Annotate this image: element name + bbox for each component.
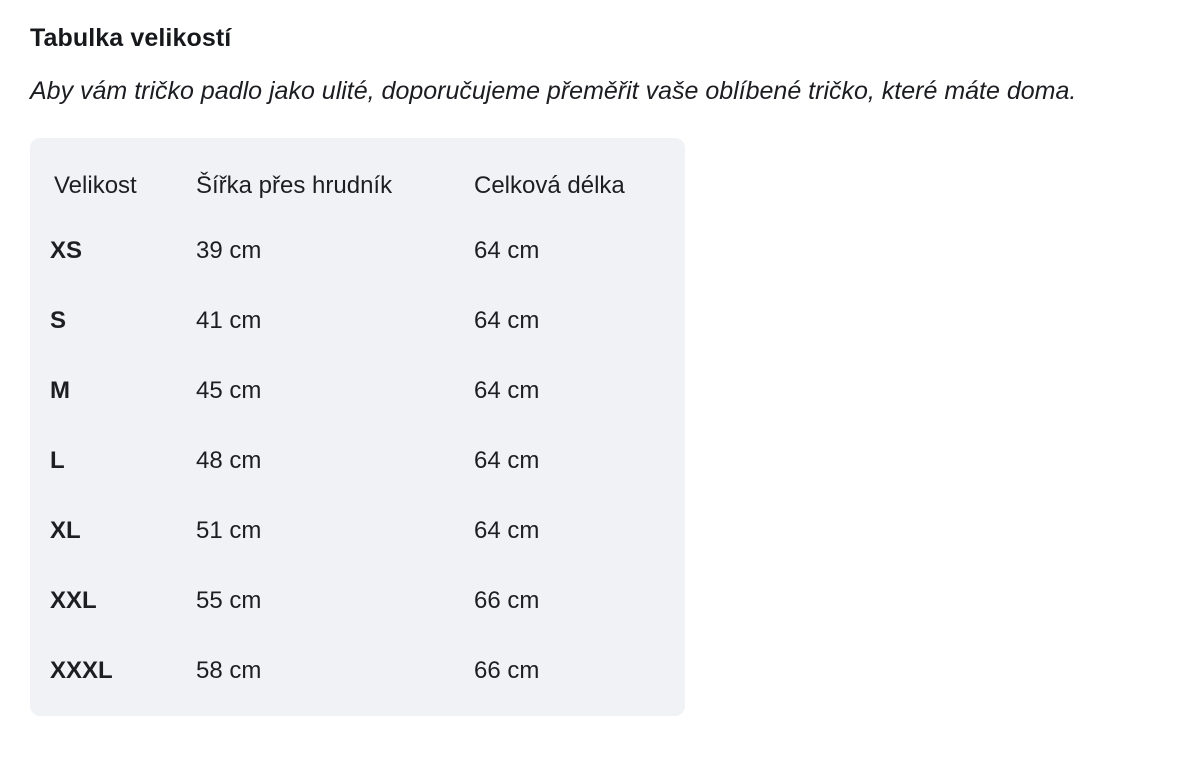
size-table-container: [30, 138, 685, 716]
cell-length: 64 cm: [474, 446, 540, 474]
size-table-body: [30, 216, 685, 706]
cell-size: XXXL: [50, 656, 113, 684]
cell-length: 64 cm: [474, 516, 540, 544]
table-row: [30, 566, 685, 636]
intro-paragraph: Aby vám tričko padlo jako ulité, doporučujeme přeměřit vaše oblíbené tričko, které máte doma.: [30, 76, 1077, 105]
cell-length: 64 cm: [474, 376, 540, 404]
size-table: [30, 156, 685, 706]
cell-length: 66 cm: [474, 656, 540, 684]
cell-chest: 58 cm: [196, 656, 262, 684]
cell-length: 66 cm: [474, 586, 540, 614]
cell-size: M: [50, 376, 70, 404]
page-title: Tabulka velikostí: [30, 24, 232, 52]
cell-chest: 51 cm: [196, 516, 262, 544]
size-table-head: [30, 156, 685, 216]
cell-length: 64 cm: [474, 306, 540, 334]
cell-size: XXL: [50, 586, 97, 614]
table-row: [30, 496, 685, 566]
table-row: [30, 286, 685, 356]
cell-length: 64 cm: [474, 236, 540, 264]
cell-chest: 45 cm: [196, 376, 262, 404]
header-size: Velikost: [54, 171, 137, 199]
header-total-length: Celková délka: [474, 171, 625, 199]
cell-chest: 41 cm: [196, 306, 262, 334]
table-row: [30, 216, 685, 286]
table-row: [30, 356, 685, 426]
cell-chest: 55 cm: [196, 586, 262, 614]
table-header-row: [30, 156, 685, 216]
table-row: [30, 636, 685, 706]
cell-size: XL: [50, 516, 81, 544]
cell-size: S: [50, 306, 67, 334]
cell-size: XS: [50, 236, 83, 264]
table-row: [30, 426, 685, 496]
cell-chest: 39 cm: [196, 236, 262, 264]
cell-chest: 48 cm: [196, 446, 262, 474]
cell-size: L: [50, 446, 65, 474]
header-chest-width: Šířka přes hrudník: [196, 171, 393, 199]
